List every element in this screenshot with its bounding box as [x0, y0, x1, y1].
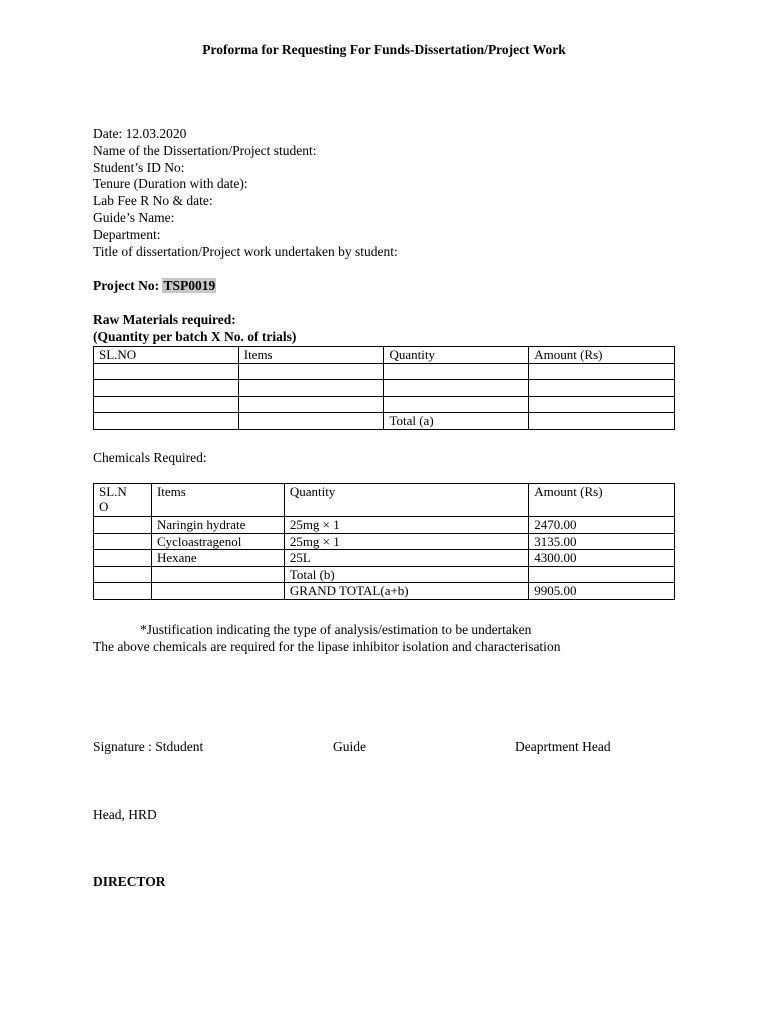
table-cell [529, 380, 675, 397]
header-cell: SL.N O [94, 484, 152, 517]
table-header-row [94, 484, 675, 517]
table-cell [529, 363, 675, 380]
chemicals-heading: Chemicals Required: [93, 450, 207, 465]
header-cell: Quantity [284, 484, 528, 517]
table-row [94, 363, 675, 380]
table-cell [151, 566, 284, 583]
form-fields [93, 126, 398, 260]
raw-materials-title: Raw Materials required: [93, 312, 236, 327]
table-cell [94, 413, 239, 430]
table-cell [94, 363, 239, 380]
field-date: Date: 12.03.2020 [93, 126, 187, 141]
raw-materials-table [93, 346, 675, 430]
chemicals-table [93, 483, 675, 600]
raw-materials-heading [93, 311, 296, 345]
field-title: Title of dissertation/Project work undertaken by student: [93, 243, 398, 259]
header-cell: Quantity [384, 347, 529, 364]
table-cell [94, 380, 239, 397]
table-row [94, 517, 675, 534]
table-cell [238, 363, 384, 380]
header-cell: Items [151, 484, 284, 517]
table-cell [238, 380, 384, 397]
table-cell [94, 583, 152, 600]
table-cell [529, 566, 675, 583]
table-cell [384, 363, 529, 380]
director-label: DIRECTOR [93, 874, 166, 889]
field-student-id: Student’s ID No: [93, 159, 185, 175]
item-quantity: 25mg × 1 [284, 533, 528, 550]
header-cell: Amount (Rs) [529, 484, 675, 517]
table-cell [94, 550, 152, 567]
table-row [94, 396, 675, 413]
justification-text: The above chemicals are required for the lipase inhibitor isolation and characterisation [93, 639, 561, 654]
total-a-label: Total (a) [384, 413, 529, 430]
item-amount: 3135.00 [529, 533, 675, 550]
grand-total-row [94, 583, 675, 600]
header-cell: Amount (Rs) [529, 347, 675, 364]
item-name: Naringin hydrate [151, 517, 284, 534]
signature-department-head: Deaprtment Head [515, 739, 611, 754]
signature-student: Signature : Stdudent [93, 739, 204, 754]
project-value: TSP0019 [163, 278, 216, 293]
table-row [94, 550, 675, 567]
project-number [93, 278, 216, 294]
grand-total-amount: 9905.00 [529, 583, 675, 600]
field-lab-fee: Lab Fee R No & date: [93, 193, 213, 209]
field-department: Department: [93, 226, 161, 242]
item-quantity: 25L [284, 550, 528, 567]
field-guide-name: Guide’s Name: [93, 209, 175, 225]
table-total-row [94, 413, 675, 430]
raw-materials-subtitle: (Quantity per batch X No. of trials) [93, 329, 297, 344]
table-total-row [94, 566, 675, 583]
table-row [94, 380, 675, 397]
item-quantity: 25mg × 1 [284, 517, 528, 534]
table-cell [94, 566, 152, 583]
table-cell [151, 583, 284, 600]
table-row [94, 533, 675, 550]
header-cell: Items [238, 347, 384, 364]
table-cell [94, 396, 239, 413]
item-amount: 4300.00 [529, 550, 675, 567]
table-cell [384, 396, 529, 413]
field-student-name: Name of the Dissertation/Project student: [93, 142, 317, 158]
table-header-row [94, 347, 675, 364]
table-cell [94, 517, 152, 534]
signature-guide: Guide [333, 739, 366, 754]
header-cell: SL.NO [94, 347, 239, 364]
item-amount: 2470.00 [529, 517, 675, 534]
head-hrd-label: Head, HRD [93, 807, 157, 822]
table-cell [529, 396, 675, 413]
item-name: Hexane [151, 550, 284, 567]
table-cell [384, 380, 529, 397]
project-label: Project No: [93, 278, 160, 293]
table-cell [94, 533, 152, 550]
total-b-label: Total (b) [284, 566, 528, 583]
justification-heading: *Justification indicating the type of analysis/estimation to be undertaken [140, 622, 532, 637]
page-title: Proforma for Requesting For Funds-Dissertation/Project Work [202, 42, 566, 57]
table-cell [529, 413, 675, 430]
table-cell [238, 413, 384, 430]
grand-total-label: GRAND TOTAL(a+b) [284, 583, 528, 600]
table-cell [238, 396, 384, 413]
field-tenure: Tenure (Duration with date): [93, 176, 248, 192]
item-name: Cycloastragenol [151, 533, 284, 550]
